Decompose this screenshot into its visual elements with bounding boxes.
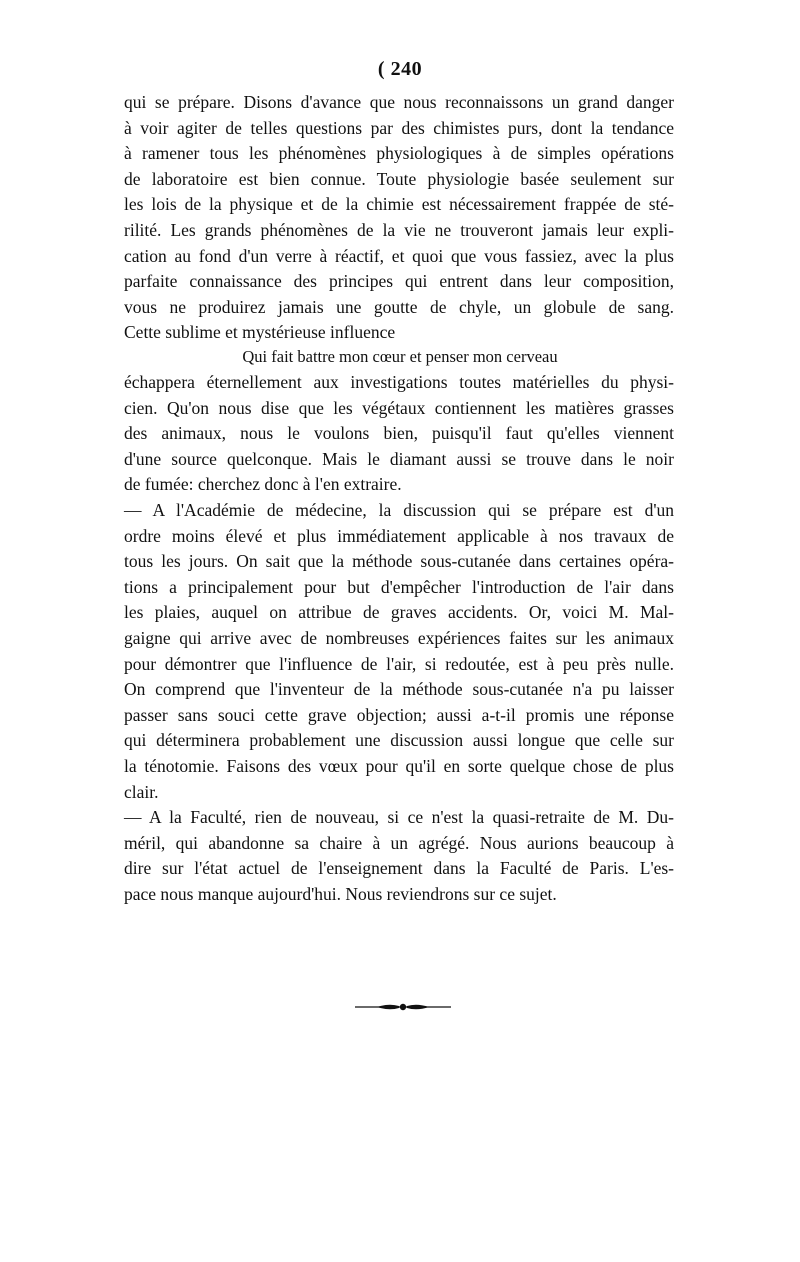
- text-line: d'une source quelconque. Mais le diamant aussi se trouve dans le noir: [124, 448, 674, 469]
- text-line: clair.: [124, 781, 159, 802]
- text-line: échappera éternellement aux investigations toutes matérielles du physi-: [124, 372, 674, 392]
- text-line: à voir agiter de telles questions par des chimistes purs, dont la tendance: [124, 117, 674, 138]
- text-line: — A l'Académie de médecine, la discussion qui se prépare est d'un: [124, 499, 674, 520]
- text-line: pace nous manque aujourd'hui. Nous reviendrons sur ce sujet.: [124, 883, 557, 904]
- text-line: — A la Faculté, rien de nouveau, si ce n'est la quasi-retraite de M. Du-: [124, 807, 674, 828]
- text-line: la ténotomie. Faisons des vœux pour qu'il en sorte quelque chose de plus: [124, 755, 674, 776]
- text-line: rilité. Les grands phénomènes de la vie ne trouveront jamais leur expli-: [124, 219, 674, 240]
- text-line: dire sur l'état actuel de l'enseignement dans la Faculté de Paris. L'es-: [124, 858, 674, 879]
- text-line: de laboratoire est bien connue. Toute physiologie basée seulement sur: [124, 168, 674, 189]
- text-line: cation au fond d'un verre à réactif, et quoi que vous fassiez, avec la plus: [124, 245, 674, 266]
- text-line: On comprend que l'inventeur de la méthode sous-cutanée n'a pu laisser: [124, 679, 674, 700]
- text-line: gaigne qui arrive avec de nombreuses expériences faites sur les animaux: [124, 627, 674, 648]
- text-line: passer sans souci cette grave objection; aussi a-t-il promis une réponse: [124, 704, 674, 725]
- text-line: cien. Qu'on nous dise que les végétaux contiennent les matières grasses: [124, 397, 674, 418]
- page-number: ( 240: [377, 58, 423, 80]
- paragraph-chemistry-physiology: [124, 90, 674, 346]
- tailpiece-ornament-icon: [355, 1001, 451, 1013]
- text-line: des animaux, nous le voulons bien, puisqu'il faut qu'elles viennent: [124, 423, 674, 444]
- text-line: parfaite connaissance des principes qui entrent dans leur composition,: [124, 271, 674, 292]
- paragraph-continuation: [124, 370, 674, 907]
- text-line: ordre moins élevé et plus immédiatement applicable à nos travaux de: [124, 525, 674, 546]
- text-line: méril, qui abandonne sa chaire à un agrégé. Nous aurions beaucoup à: [124, 832, 674, 853]
- text-line: qui se prépare. Disons d'avance que nous reconnaissons un grand danger: [124, 92, 674, 112]
- text-line: tous les jours. On sait que la méthode sous-cutanée dans certaines opéra-: [124, 551, 674, 572]
- text-line: qui déterminera probablement une discussion aussi longue que celle sur: [124, 730, 674, 751]
- text-line: Cette sublime et mystérieuse influence: [124, 322, 396, 343]
- text-line: à ramener tous les phénomènes physiologiques à de simples opérations: [124, 143, 674, 164]
- text-line: tions a principalement pour but d'empêcher l'introduction de l'air dans: [124, 576, 674, 597]
- text-line: pour démontrer que l'influence de l'air, si redoutée, est à peu près nulle.: [124, 653, 674, 674]
- text-line: les plaies, auquel on attribue de graves accidents. Or, voici M. Mal-: [124, 602, 674, 623]
- verse-quote: Qui fait battre mon cœur et penser mon cerveau: [242, 347, 558, 366]
- text-line: de fumée: cherchez donc à l'en extraire.: [124, 474, 402, 495]
- text-line: vous ne produirez jamais une goutte de chyle, un globule de sang.: [124, 296, 674, 317]
- text-line: les lois de la physique et de la chimie est nécessairement frappée de sté-: [124, 194, 674, 215]
